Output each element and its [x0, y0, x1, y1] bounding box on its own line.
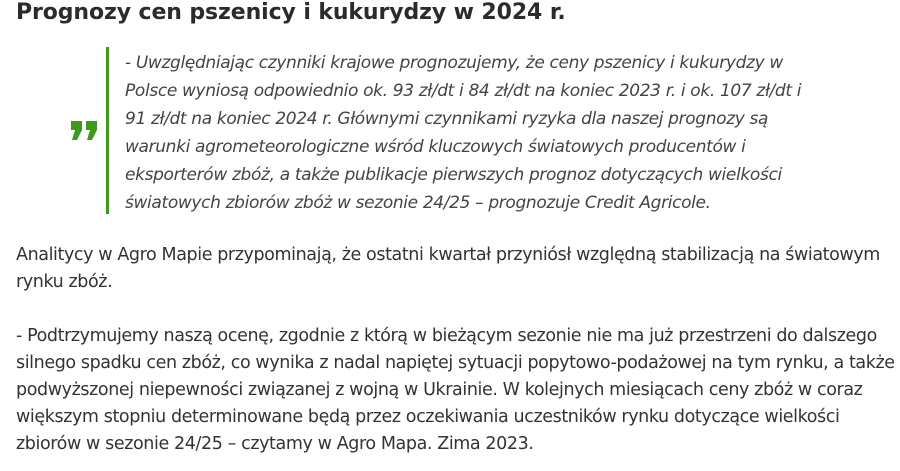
article-heading: Prognozy cen pszenicy i kukurydzy w 2024 r.: [16, 0, 566, 25]
article: [16, 0, 896, 454]
quote-icon: [69, 118, 101, 144]
quote-text: - Uwzględniając czynniki krajowe prognozujemy, że ceny pszenicy i kukurydzy w Polsce wyniosą odpowiednio ok. 93 zł/dt i 84 zł/dt na koniec 2023 r. i ok. 107 zł/dt i 91 zł/dt na koniec 2024 r. Głównymi czynnikami ryzyka dla naszej prognozy są warunki agrometeorologiczne wśród kluczowych światowych producentów i eksporterów zbóż, a także publikacje pierwszych prognoz dotyczących wielkości światowych zbiorów zbóż w sezonie 24/25 – prognozuje Credit Agricole.: [125, 53, 802, 213]
blockquote: [106, 47, 826, 214]
article-paragraph: Analitycy w Agro Mapie przypominają, że ostatni kwartał przyniósł względną stabilizacją na światowym rynku zbóż.: [16, 245, 880, 292]
article-paragraph: - Podtrzymujemy naszą ocenę, zgodnie z którą w bieżącym sezonie nie ma już przestrzeni do dalszego silnego spadku cen zbóż, co wynika z nadal napiętej sytuacji popytowo-podażowej na tym rynku, a także podwyższonej niepewności związanej z wojną w Ukrainie. W kolejnych miesiącach ceny zbóż w coraz większym stopniu determinowane będą przez oczekiwania uczestników rynku dotyczące wielkości zbiorów w sezonie 24/25 – czytamy w Agro Mapa. Zima 2023.: [16, 326, 895, 454]
